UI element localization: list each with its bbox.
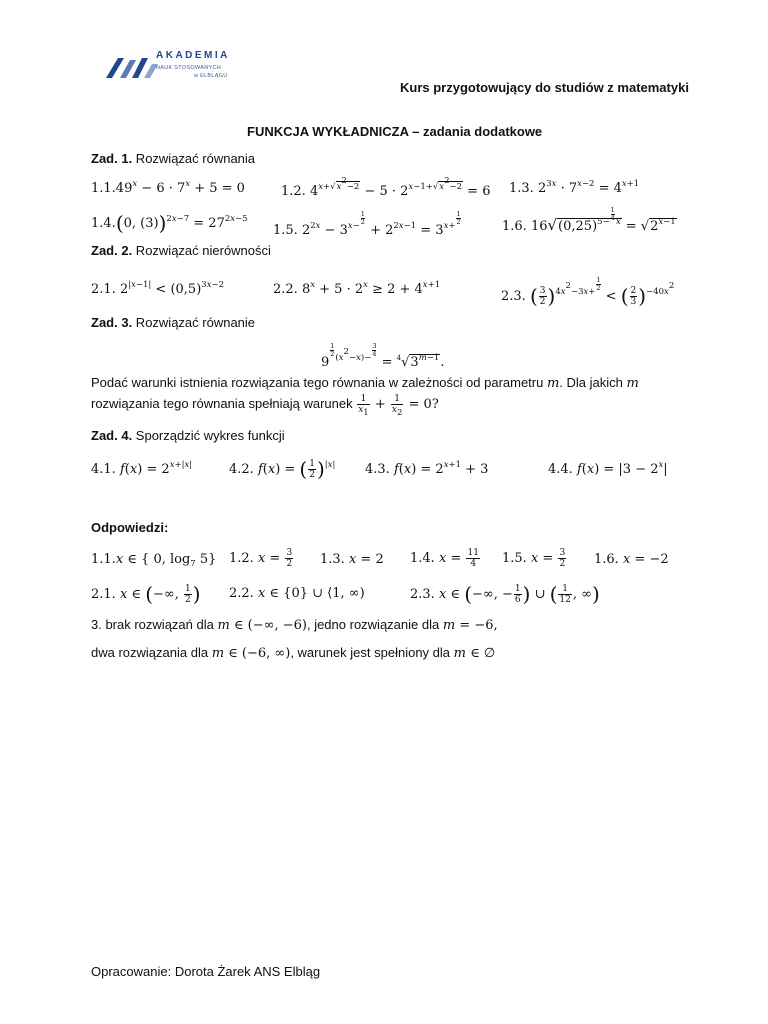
ineq-2-1: 2.1. $2^{|x-1|} < (0,5)^{3x-2}$	[91, 280, 225, 297]
ans-3-text-b: , jedno rozwiązanie dla	[306, 617, 443, 632]
zad3-cond-text-c: rozwiązania tego równania spełniają warunek	[91, 396, 357, 411]
eq-1-1: $1.1.49^x - 6 \cdot 7^x + 5 = 0$	[91, 179, 245, 196]
eq-1-4: 1.4.(0, $(3))^{2x-7} = 27^{2x-5}$	[91, 211, 248, 235]
eq-1-5: 1.5. $2^{2x} - 3^{x- \frac{1}{2}}$ + $2^{2x-1} = 3^{x+ \frac{1}{2}}$	[273, 210, 461, 238]
zad3-condition-line2: rozwiązania tego równania spełniają warunek $\frac{1}{x_1}$ + $\frac{1}{x_2}$ = 0?	[91, 394, 439, 418]
ans-2-1: 2.1. x ∈ (−∞, $\frac{1}{2}$ )	[91, 582, 201, 606]
ans-1-3: 1.3. x = 2	[320, 552, 384, 567]
ans-3-line2: dwa rozwiązania dla m ∈ (−6, ∞), warunek jest spełniony dla m ∈ ∅	[91, 645, 496, 661]
page-title: FUNKCJA WYKŁADNICZA – zadania dodatkowe	[247, 124, 543, 139]
zad3-cond-text-b: . Dla jakich	[559, 375, 627, 390]
eq-1-2: 1.2. $4^{x+√x^2-2} - 5 \cdot 2^{x-1+√x^2-2} = 6$	[281, 176, 491, 199]
logo-name: AKADEMIA	[156, 50, 230, 61]
zad1-heading	[91, 151, 255, 166]
ans-3-text-c: dwa rozwiązania dla	[91, 645, 212, 660]
course-title: Kurs przygotowujący do studiów z matematyki	[400, 80, 689, 95]
zad2-label: Zad. 2.	[91, 243, 133, 258]
zad3-heading	[91, 315, 255, 330]
ineq-2-3: 2.3. ( $\frac{3}{2}$ )$^{4x^2-3x+ \frac{1}{2}}$ < ( $\frac{2}{3}$ )$^{-40x^2}$	[501, 276, 675, 308]
ans-2-2: 2.2. x ∈ {0} ∪ ⟨1, ∞)	[229, 586, 365, 601]
ans-3-text-a: 3. brak rozwiązań dla	[91, 617, 218, 632]
ans-3-text-d: , warunek jest spełniony dla	[290, 645, 454, 660]
ans-1-1: 1.1.x ∈ { 0, $\log_7 5$}	[91, 552, 217, 569]
eq-1-6: 1.6. $16√(0,25)^{5- \frac{1}{4} x} = √2^{x-1}$	[502, 206, 676, 234]
zad3-text: Rozwiązać równanie	[132, 315, 256, 330]
ans-3-line1: 3. brak rozwiązań dla m ∈ (−∞, −6), jedno rozwiązanie dla m = −6,	[91, 617, 498, 633]
zad3-condition-line1: Podać warunki istnienia rozwiązania tego równania w zależności od parametru m. Dla jakich m	[91, 375, 639, 391]
ans-2-3: 2.3. x ∈ (−∞, − $\frac{1}{6}$ ) ∪ ( $\frac{1}{12}$ , ∞)	[410, 582, 600, 606]
ans-1-6: 1.6. x = −2	[594, 552, 669, 567]
func-4-4: 4.4. $f(x) = |3 - 2^x|$	[548, 460, 668, 477]
eq-1-3: 1.3. $2^{3x} \cdot 7^{x-2} = 4^{x+1}$	[509, 179, 640, 196]
zad2-text: Rozwiązać nierówności	[132, 243, 271, 258]
ans-1-2: 1.2. x = $\frac{3}{2}$	[229, 548, 293, 569]
ans-1-5: 1.5. x = $\frac{3}{2}$	[502, 548, 566, 569]
func-4-3: 4.3. $f(x) = 2^{x+1} + 3$	[365, 460, 489, 477]
func-4-1: 4.1. $f(x) = 2^{x+|x|}$	[91, 460, 193, 477]
zad3-cond-text-a: Podać warunki istnienia rozwiązania tego równania w zależności od parametru	[91, 375, 547, 390]
answers-heading: Odpowiedzi:	[91, 520, 169, 535]
zad4-label: Zad. 4.	[91, 428, 133, 443]
eq-3: 9 $^{\frac{1}{2} (x^2-x)- \frac{3}{4}}$ = $^4√3^{m-1}$.	[321, 342, 445, 370]
ineq-2-2: 2.2. $8^x + 5 \cdot 2^x \ge 2 + 4^{x+1}$	[273, 280, 441, 297]
zad4-heading	[91, 428, 285, 443]
logo-line2: w ELBLĄGU	[194, 73, 228, 79]
zad1-label: Zad. 1.	[91, 151, 133, 166]
logo	[94, 44, 252, 94]
footer-author: Opracowanie: Dorota Żarek ANS Elbląg	[91, 964, 321, 979]
zad1-text: Rozwiązać równania	[132, 151, 256, 166]
zad3-label: Zad. 3.	[91, 315, 133, 330]
logo-line1: NAUK STOSOWANYCH	[156, 65, 222, 71]
zad4-text: Sporządzić wykres funkcji	[132, 428, 285, 443]
func-4-2: 4.2. f(x) = ( $\frac{1}{2}$ )$^{|x|}$	[229, 457, 336, 481]
ans-1-4: 1.4. x = $\frac{11}{4}$	[410, 548, 479, 569]
zad2-heading	[91, 243, 271, 258]
